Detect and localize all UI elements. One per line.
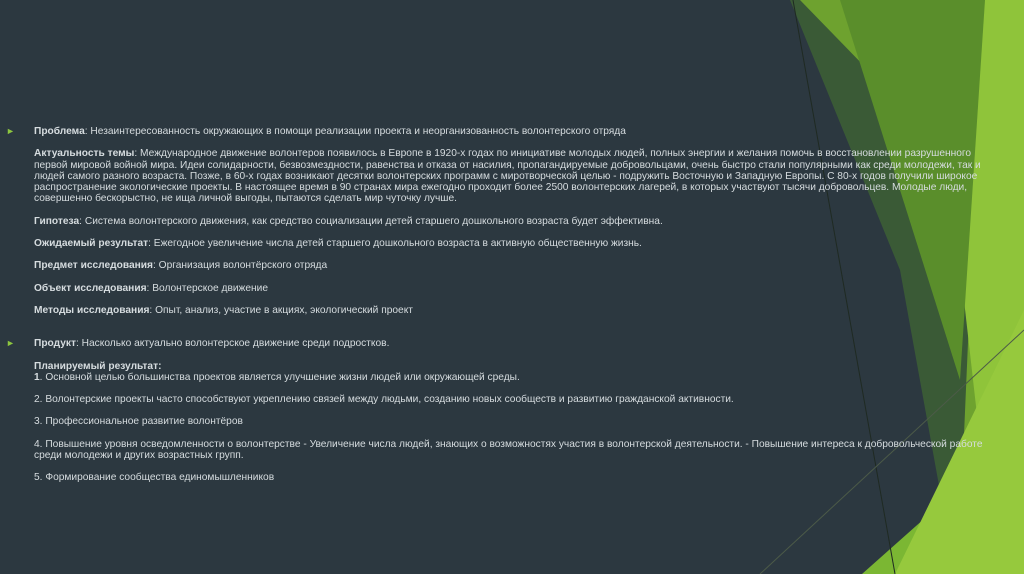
planned-first-text: . Основной целью большинства проектов является улучшение жизни людей или окружающей среды. bbox=[39, 371, 520, 383]
methods-text: : Опыт, анализ, участие в акциях, экологический проект bbox=[149, 304, 413, 316]
planned-item-4: 4. Повышение уровня осведомленности о волонтерстве - Увеличение числа людей, знающих о возможностях участия в волонтерской деятельности. - Повышение интереса к добровольческой работе среди молодежи и других возрастных групп. bbox=[34, 438, 983, 462]
list-item-problem bbox=[8, 126, 998, 316]
relevance-paragraph bbox=[34, 148, 998, 204]
planned-item-5: 5. Формирование сообщества единомышленников bbox=[34, 472, 275, 484]
planned-first-number: 1 bbox=[34, 371, 40, 383]
problem-text: : Незаинтересованность окружающих в помощи реализации проекта и неорганизованность волонтерского отряда bbox=[84, 126, 626, 137]
object-label: Объект исследования bbox=[34, 282, 147, 294]
subject-text: : Организация волонтёрского отряда bbox=[153, 260, 328, 272]
relevance-label: Актуальность темы bbox=[34, 148, 135, 160]
product-text: : Насколько актуально волонтерское движение среди подростков. bbox=[75, 338, 390, 350]
hypothesis-label: Гипотеза bbox=[34, 215, 80, 227]
relevance-text: : Международное движение волонтеров появилось в Европе в 1920-х годах по инициативе молодых людей, полных энергии и желания помочь в восстановлении разрушенного первой мировой войной мира. Идеи солидарности, безвозмездности, равенства и отказа от насилия, пропагандируемые добровольцами, очень быстро стали популярными как среди молодежи, так и людей самого разного возраста. Позже, в 60-х годах возникают десятки волонтерских программ с миротворческой целью - подружить Восточную и Западную Европы. С 80-х годов получили широкое распространение экологические проекты. В настоящее время в 90 странах мира ежегодно проходит более 2500 волонтерских лагерей, в которых участвуют тысячи добровольцев. Молодые люди, совершенно бескорыстно, не ища личной выгоды, пытаются сделать мир чуточку лучше. bbox=[34, 148, 981, 205]
expected-paragraph bbox=[34, 238, 998, 249]
spacer bbox=[8, 327, 998, 338]
list-item-product bbox=[8, 338, 998, 483]
planned-item-2: 2. Волонтерские проекты часто способствуют укреплению связей между людьми, созданию новых сообществ и развитию гражданской активности. bbox=[34, 394, 734, 406]
planned-item-3: 3. Профессиональное развитие волонтёров bbox=[34, 416, 243, 428]
expected-text: : Ежегодное увеличение числа детей старшего дошкольного возраста в активную общественную жизнь. bbox=[148, 238, 642, 250]
problem-label: Проблема bbox=[34, 126, 85, 137]
right-triangle-bullet-icon: ► bbox=[6, 126, 15, 136]
expected-label: Ожидаемый результат bbox=[34, 238, 149, 250]
object-text: : Волонтерское движение bbox=[146, 282, 269, 294]
right-triangle-bullet-icon: ► bbox=[6, 338, 15, 349]
product-label: Продукт bbox=[34, 338, 76, 350]
planned-paragraph bbox=[34, 361, 998, 384]
subject-label: Предмет исследования bbox=[34, 260, 154, 272]
planned-colon: : bbox=[158, 360, 162, 372]
object-paragraph bbox=[34, 283, 998, 294]
hypothesis-text: : Система волонтерского движения, как средство социализации детей старшего дошкольного возраста будет эффективна. bbox=[79, 215, 663, 227]
problem-paragraph bbox=[34, 126, 998, 137]
product-paragraph bbox=[34, 338, 998, 349]
hypothesis-paragraph bbox=[34, 216, 998, 227]
methods-paragraph bbox=[34, 305, 998, 316]
methods-label: Методы исследования bbox=[34, 304, 150, 316]
slide-content bbox=[8, 126, 998, 495]
subject-paragraph bbox=[34, 260, 998, 271]
planned-label: Планируемый результат bbox=[34, 360, 159, 372]
